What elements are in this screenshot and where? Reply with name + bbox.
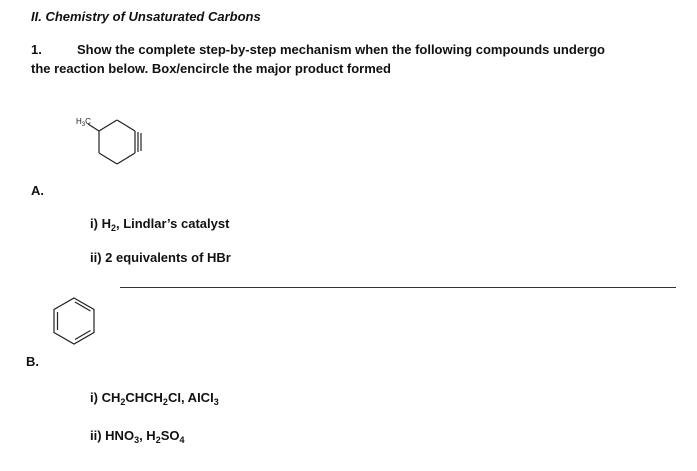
question-text-line2: the reaction below. Box/encircle the major product formed (31, 61, 391, 76)
part-b-label: B. (26, 354, 39, 369)
part-b-step1: i) $CH_2CHCH_2CI$, $AICI_3$ (90, 390, 219, 407)
divider-line (120, 287, 676, 288)
part-b-step2: ii) $HNO_3$, $H_2SO_4$ (90, 428, 185, 445)
part-a-label: A. (31, 183, 44, 198)
benzene-structure (40, 290, 120, 360)
part-a-step1: i) $H_2$, Lindlar’s catalyst (90, 216, 230, 233)
question-number: 1. (31, 42, 42, 57)
section-title: II. Chemistry of Unsaturated Carbons (31, 9, 261, 24)
question-text-line1: Show the complete step-by-step mechanism when the following compounds undergo (77, 42, 605, 57)
methyl-label: $H_3C$ (76, 117, 91, 128)
part-a-step2: ii) 2 equivalents of HBr (90, 250, 231, 265)
cyclohexyne-structure (40, 105, 160, 185)
